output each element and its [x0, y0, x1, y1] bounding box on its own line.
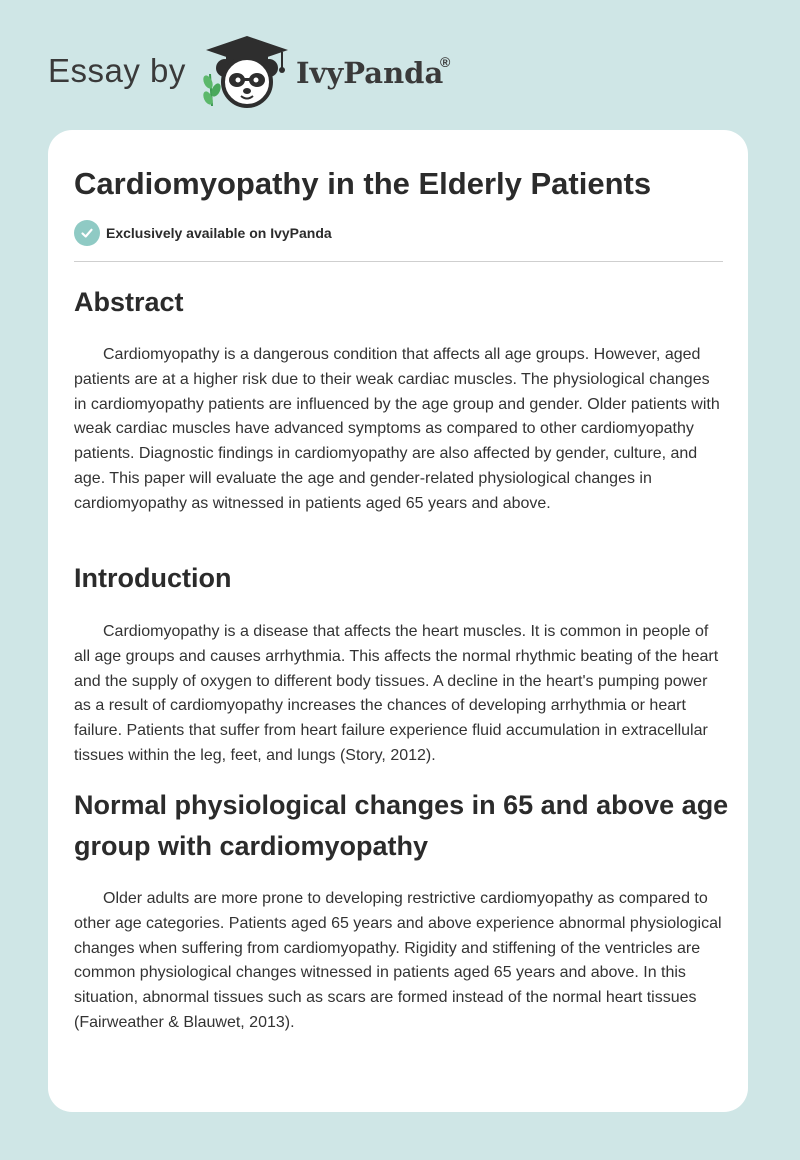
exclusive-badge-label: Exclusively available on IvyPanda — [106, 225, 332, 241]
check-icon — [74, 220, 100, 246]
page-title: Cardiomyopathy in the Elderly Patients — [74, 166, 652, 201]
section-heading-abstract: Abstract — [74, 287, 184, 317]
panda-graduate-logo-icon[interactable] — [202, 34, 292, 110]
brand-name[interactable]: IvyPanda — [296, 56, 444, 90]
registered-mark: ® — [440, 54, 451, 70]
essay-by-label: Essay by — [48, 52, 186, 89]
essay-card — [48, 130, 748, 1112]
exclusive-badge — [74, 220, 332, 246]
site-header — [48, 30, 508, 112]
section-heading-introduction: Introduction — [74, 563, 232, 593]
section-heading-physiological-changes: Normal physiological changes in 65 and above age group with cardiomyopathy — [74, 790, 729, 861]
section-text-introduction: Cardiomyopathy is a disease that affects the heart muscles. It is common in people of all age groups and causes arrhythmia. This affects the normal rhythmic beating of the heart and the supply of oxygen to different body tissues. A decline in the heart's pumping power as a result of cardiomyopathy increases the chances of developing arrhythmia or heart failure. Patients that suffer from heart failure experience fluid accumulation in extracellular tissues within the leg, feet, and lungs (Story, 2012). — [74, 623, 719, 764]
section-text-abstract: Cardiomyopathy is a dangerous condition that affects all age groups. However, aged patients are at a higher risk due to their weak cardiac muscles. The physiological changes in cardiomyopathy patients are influenced by the age group and gender. Older patients with weak cardiac muscles have advanced symptoms as compared to other cardiomyopathy patients. Diagnostic findings in cardiomyopathy are also affected by gender, culture, and age. This paper will evaluate the age and gender-related physiological changes in cardiomyopathy as witnessed in patients aged 65 years and above. — [74, 346, 720, 512]
title-divider — [74, 261, 723, 262]
section-text-physiological-changes: Older adults are more prone to developing restrictive cardiomyopathy as compared to other age categories. Patients aged 65 years and above experience abnormal physiological changes when suffering from cardiomyopathy. Rigidity and stiffening of the ventricles are common physiological changes witnessed in patients aged 65 years and above. In this situation, abnormal tissues such as scars are formed instead of the normal heart tissues (Fairweather & Blauwet, 2013). — [74, 890, 722, 1031]
